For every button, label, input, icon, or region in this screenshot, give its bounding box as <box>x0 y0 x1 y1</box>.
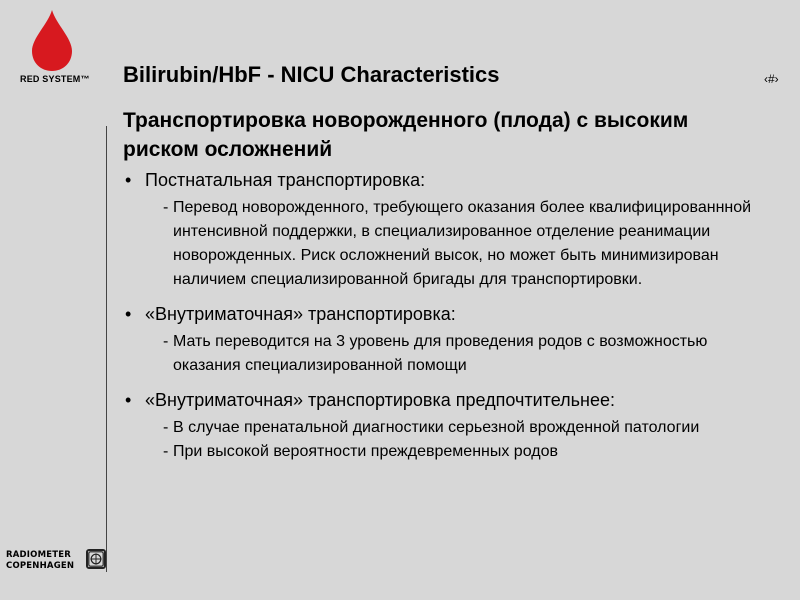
bullet-text: Постнатальная транспортировка: <box>145 170 426 190</box>
sub-bullet-text: Перевод новорожденного, требующего оказания более квалифицированнной интенсивной поддержки, в специализированное отделение реанимации новорожденных. Риск осложнений высок, но может быть минимизирован наличием специализированной бригады для транспортировки. <box>173 199 752 288</box>
sub-bullet-text: При высокой вероятности преждевременных родов <box>173 443 558 460</box>
sub-bullet-item <box>163 330 773 378</box>
sub-bullet-marker: - <box>163 333 169 350</box>
sub-bullet-text: Мать переводится на 3 уровень для проведения родов с возможностью оказания специализированной помощи <box>173 333 708 374</box>
slide-title: Bilirubin/HbF - NICU Characteristics <box>123 62 500 87</box>
bullet-item <box>123 302 773 326</box>
sub-bullet-item <box>163 196 773 292</box>
sub-bullet-text: В случае пренатальной диагностики серьезной врожденной патологии <box>173 419 700 436</box>
bullet-marker: • <box>125 170 132 190</box>
radiometer-logo-icon <box>86 549 106 569</box>
bullet-list <box>123 168 773 464</box>
bullet-text: «Внутриматочная» транспортировка: <box>145 304 456 324</box>
brand-text: RED SYSTEM™ <box>20 74 90 84</box>
page-number: ‹#› <box>764 72 779 86</box>
sub-bullet-item <box>163 416 773 440</box>
footer-logo-line2: COPENHAGEN <box>6 561 75 571</box>
vertical-divider <box>106 126 107 572</box>
bullet-item <box>123 388 773 412</box>
sub-bullet-marker: - <box>163 443 169 460</box>
sub-bullet-marker: - <box>163 419 169 436</box>
bullet-text: «Внутриматочная» транспортировка предпочтительнее: <box>145 390 615 410</box>
radiometer-logo <box>6 548 106 572</box>
blood-drop-icon <box>28 10 76 72</box>
bullet-item <box>123 168 773 192</box>
bullet-marker: • <box>125 304 132 324</box>
sub-bullet-item <box>163 440 773 464</box>
bullet-marker: • <box>125 390 132 410</box>
slide-subtitle: Транспортировка новорожденного (плода) с высоким риском осложнений <box>123 109 689 161</box>
sub-bullet-marker: - <box>163 199 169 216</box>
footer-logo-line1: RADIOMETER <box>6 550 71 560</box>
